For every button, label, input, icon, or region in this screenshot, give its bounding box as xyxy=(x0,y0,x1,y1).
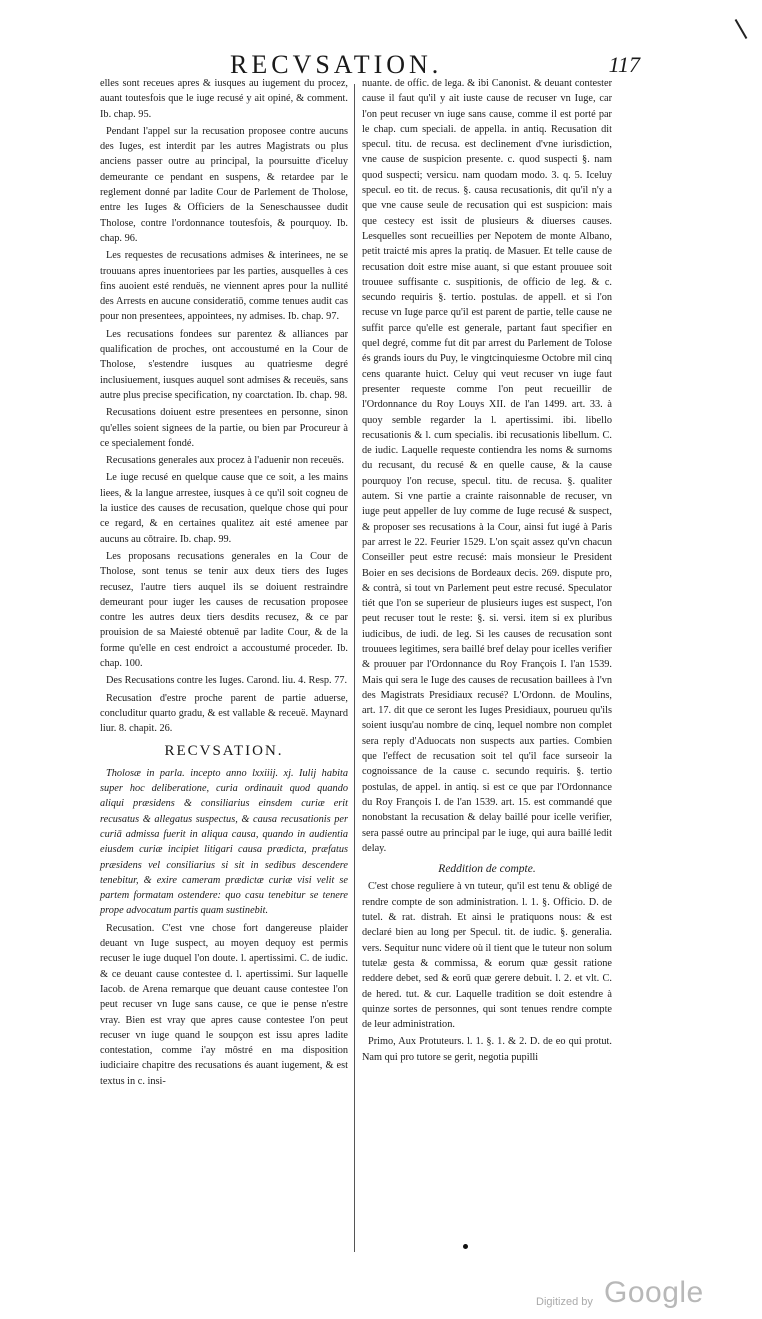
google-logo: Google xyxy=(604,1276,704,1309)
right-paragraph: nuante. de offic. de lega. & ibi Canonist. & deuant contester cause il faut qu'il y ait iuste cause de recuser vn Iuge, car l'on peut recuser vn iuge sans cause, comme il est porté par le chap. cum speciali. de appella. in antiq. Recusation dit specul. titu. de recusa. est declinement d'vne iurisdiction, vne cause de suspicion presente. c. quod suspecti §. nam quod suspecti; versicu. nam quodam modo. 3. q. 5. Iceluy specul. eo tit. de recus. §. causa recusationis, dit qu'il n'y a que vne cause seule de recusation qui est suspicion: mais que cestecy est issit de plusieurs & diuerses causes. Lesquelles sont recueillies per Nepotem de monte Albano, petit traicté mis apres la pratiq. de Masuer. Et telle cause de recusation doit estre mise auant, si que estant prouuee soit trouuee suffisante c. suspitionis, de officio de leg. & c. secundo requiris §. tertio. postulas. de appell. et si l'on recuse vn Iuge parce qu'il est parent de partie, telle cause ne suffit parce qu'elle est generale, partant faut specifier en quel degré, comme fut dit par arrest du Parlement de Tolose és grands iours du Puy, le vingtcinquiesme Octobre mil cinq cens quarante huict. Celuy qui veut recuser vn iuge faut presenter requeste comme l'on peut recueillir de l'Ordonnance du Roy Louys XII. de l'an 1499. art. 33. à quoy semble regarder la l. apertissimi. ibi. libello recusationis & l. cum specialis. ibi recusationis libellum. C. de iudic. Laquelle requeste contiendra les noms & surnoms du recusant, du recusé & en quelle cause, & la cause pourquoy l'on recuse, specul. titu. de recusa. §. qualiter autem. Si vne partie a crainte raisonnable de recuser, vn iuge peut appeller de luy comme de Iuge recusé & suspect, & proposer ses recusations à la Cour, ainsi fut iugé à Paris par arrest le 22. Feurier 1529. L'on sçait assez qu'vn chacun Conseiller peut estre recusé: mais monsieur le President Boier en ses decisions de Bordeaux decis. 269. dispute pro, & contrà, si tout vn Parlement peut estre recusé. Speculator tiét que l'on se superieur de plusieurs iuges est suspect, l'on peut recuser tout le reste: §. si. versi. item si ex pluribus iudicibus, de iudi. de leg. Si les causes de recusation sont trouuees legitimes, sera baillé bref delay pour icelles verifier & prouuer par l'Ordonnance du Roy François I. l'an 1539. Mais qui sera le Iuge des causes de recusation baillees à l'vn des Magistrats Presidiaux recusé? L'Ordonn. de Moulins, art. 17. dit que ce seront les Iuges Presidiaux, pourueu qu'ils soient iusqu'au nombre de cinq, lequel nombre non complet sera reply d'Aduocats non suspects aux parties. Combien que l'effect de recusation soit tel qu'il face surseoir la cognoissance de la cause c. secundo requiris. §. tertio postulas, de appel. in antiq. si est ce que par l'Ordonnance du Roy François I. de l'an 1539. art. 15. est commandé que nonobstant la recusation & delay baillé pour icelle verifier, sera passé outre au principal par le iuge, qui aura baillé ledit delay. xyxy=(362,78,612,854)
column-divider xyxy=(354,84,355,1252)
section-heading: RECVSATION. xyxy=(164,743,284,760)
bullet-mark xyxy=(463,1244,468,1249)
left-paragraph: Le iuge recusé en quelque cause que ce soit, a les mains liees, & la langue arrestee, iusques à ce qu'il soit cogneu de la iustice des causes de recusation, quelque chose qui pour ce regard, & en certaines qualitez ait esté amenee par aucuns au cōtraire. Ib. chap. 99. xyxy=(100,472,348,545)
left-paragraph: Les proposans recusations generales en la Cour de Tholose, sont tenus se tenir aux deux tiers des Iuges recusez, l'autre tiers auquel ils se doiuent restraindre demeurant pour iuger les causes de recusation proposee contre les autres deux tiers desdits recusez, & ce par prouision de sa Maiesté obtenuë par ladite Cour, & de la forme qu'elle en cest endroict a accoustumé proceder. Ib. chap. 100. xyxy=(100,550,348,669)
page-number: 117 xyxy=(608,52,640,77)
right-paragraph: C'est chose reguliere à vn tuteur, qu'il est tenu & obligé de rendre compte de son administration. l. 1. §. Officio. D. de tutel. & rat. distrah. Et ainsi le pratiquons nous: & est declaré bien au long per Specul. tit. de iudic. §. generalia. vers. Sequitur nunc videre où il tient que le tuteur non solum tutelæ gesta & commissa, & eorum quæ gessit ratione reddere debet, sed & eorū quæ gerere debuit. l. 2. et vlt. C. de hered. tut. & cur. Laquelle tradition se doit estendre à quinze sortes de personnes, qui sont tenues rendre compte de leur administration. xyxy=(362,881,612,1031)
subheading: Reddition de compte. xyxy=(438,863,536,876)
left-paragraph: Recusations generales aux procez à l'aduenir non receuës. xyxy=(106,455,345,467)
right-column xyxy=(362,76,612,1067)
google-watermark xyxy=(536,1276,726,1316)
right-paragraph: Primo, Aux Protuteurs. l. 1. §. 1. & 2. D. de eo qui protut. Nam qui pro tutore se gerit, negotia pupilli xyxy=(362,1036,612,1063)
left-column xyxy=(100,76,348,1091)
running-title: RECVSATION. xyxy=(230,50,443,79)
corner-scan-mark xyxy=(734,18,748,42)
digitized-by-label: Digitized by xyxy=(536,1296,593,1308)
left-paragraph: Les requestes de recusations admises & interinees, ne se trouuans apres inuentoriees par les parties, ausquelles à ces fins auoient esté renduës, ne viennent apres pour la nullité des Arrests en aucune consideratiō, comme tenues audit cas pour non presentees, appointees, ny admises. Ib. chap. 97. xyxy=(100,250,348,323)
latin-paragraph: Tholosæ in parla. incepto anno lxxiiij. xj. Iulij habita super hoc deliberatione, curia ordinauit quod quando aliqui præsidens & consiliarius einsdem curiæ erit recusatus & allegatus suspectus, & causa recusationis per curiā admissa fuerit in aliqua causa, quando in audientia eiusdem curiæ incipiet litigari causa prædicta, præfatus præsidens vel consiliarius si sit in sedibus descendere tenebitur, & exire cameram prædictæ curiæ visi velit se partem formatam ostendere: quo casu tenebitur se tenere prope advocatum partis quam sustinebit. xyxy=(100,767,348,917)
left-paragraph: Des Recusations contre les Iuges. Carond. liu. 4. Resp. 77. xyxy=(106,675,348,687)
left-paragraph: Les recusations fondees sur parentez & alliances par qualification de proches, ont accoustumé en la Cour de Tholose, s'estendre iusques au quatriesme degré inclusiuement, iusques auquel sont admises & receuës, sans autre plus precise specification, ny coarctation. Ib. chap. 98. xyxy=(100,328,348,401)
left-paragraph: Pendant l'appel sur la recusation proposee contre aucuns des Iuges, est interdit par les autres Magistrats ou plus anciens passer outre au principal, la poursuitte d'iceluy demeurante ce pendant en suspens, & retardee par le reglement donné par ladite Cour de Parlement de Tholose, entre les Iuges & Officiers de la Seneschaussee dudit Tholose, contre l'ordonnance toutesfois, & pourquoy. Ib. chap. 96. xyxy=(100,125,348,244)
left-paragraph: Recusation. C'est vne chose fort dangereuse plaider deuant vn Iuge suspect, au moyen dequoy est permis recuser le iuge duquel l'on doute. l. apertissimi. C. de iudic. & ce deuant cause contestee d. l. apertissimi. Sur laquelle Iacob. de Arena remarque que deuant cause contestee l'on peut recuser vn Iuge sans cause, ce que ie pense n'estre vray. Bien est vray que apres cause contestee l'on peut recuser vn iuge quand le soupçon est issu apres ladite contestation, comme i'ay môstré en ma disposition iudiciaire chapitre des recusations és auant iugement, & est textus in c. insi- xyxy=(100,922,348,1087)
left-paragraph: elles sont receues apres & iusques au iugement du procez, auant toutesfois que le iuge recusé y ait opiné, & comment. Ib. chap. 95. xyxy=(100,78,348,120)
left-paragraph: Recusation d'estre proche parent de partie aduerse, concluditur quarto gradu, & est vallable & receuë. Maynard liur. 8. chapit. 26. xyxy=(100,692,348,735)
left-paragraph: Recusations doiuent estre presentees en personne, sinon qu'elles soient signees de la partie, ou bien par Procureur à ce specialement fondé. xyxy=(100,407,348,449)
